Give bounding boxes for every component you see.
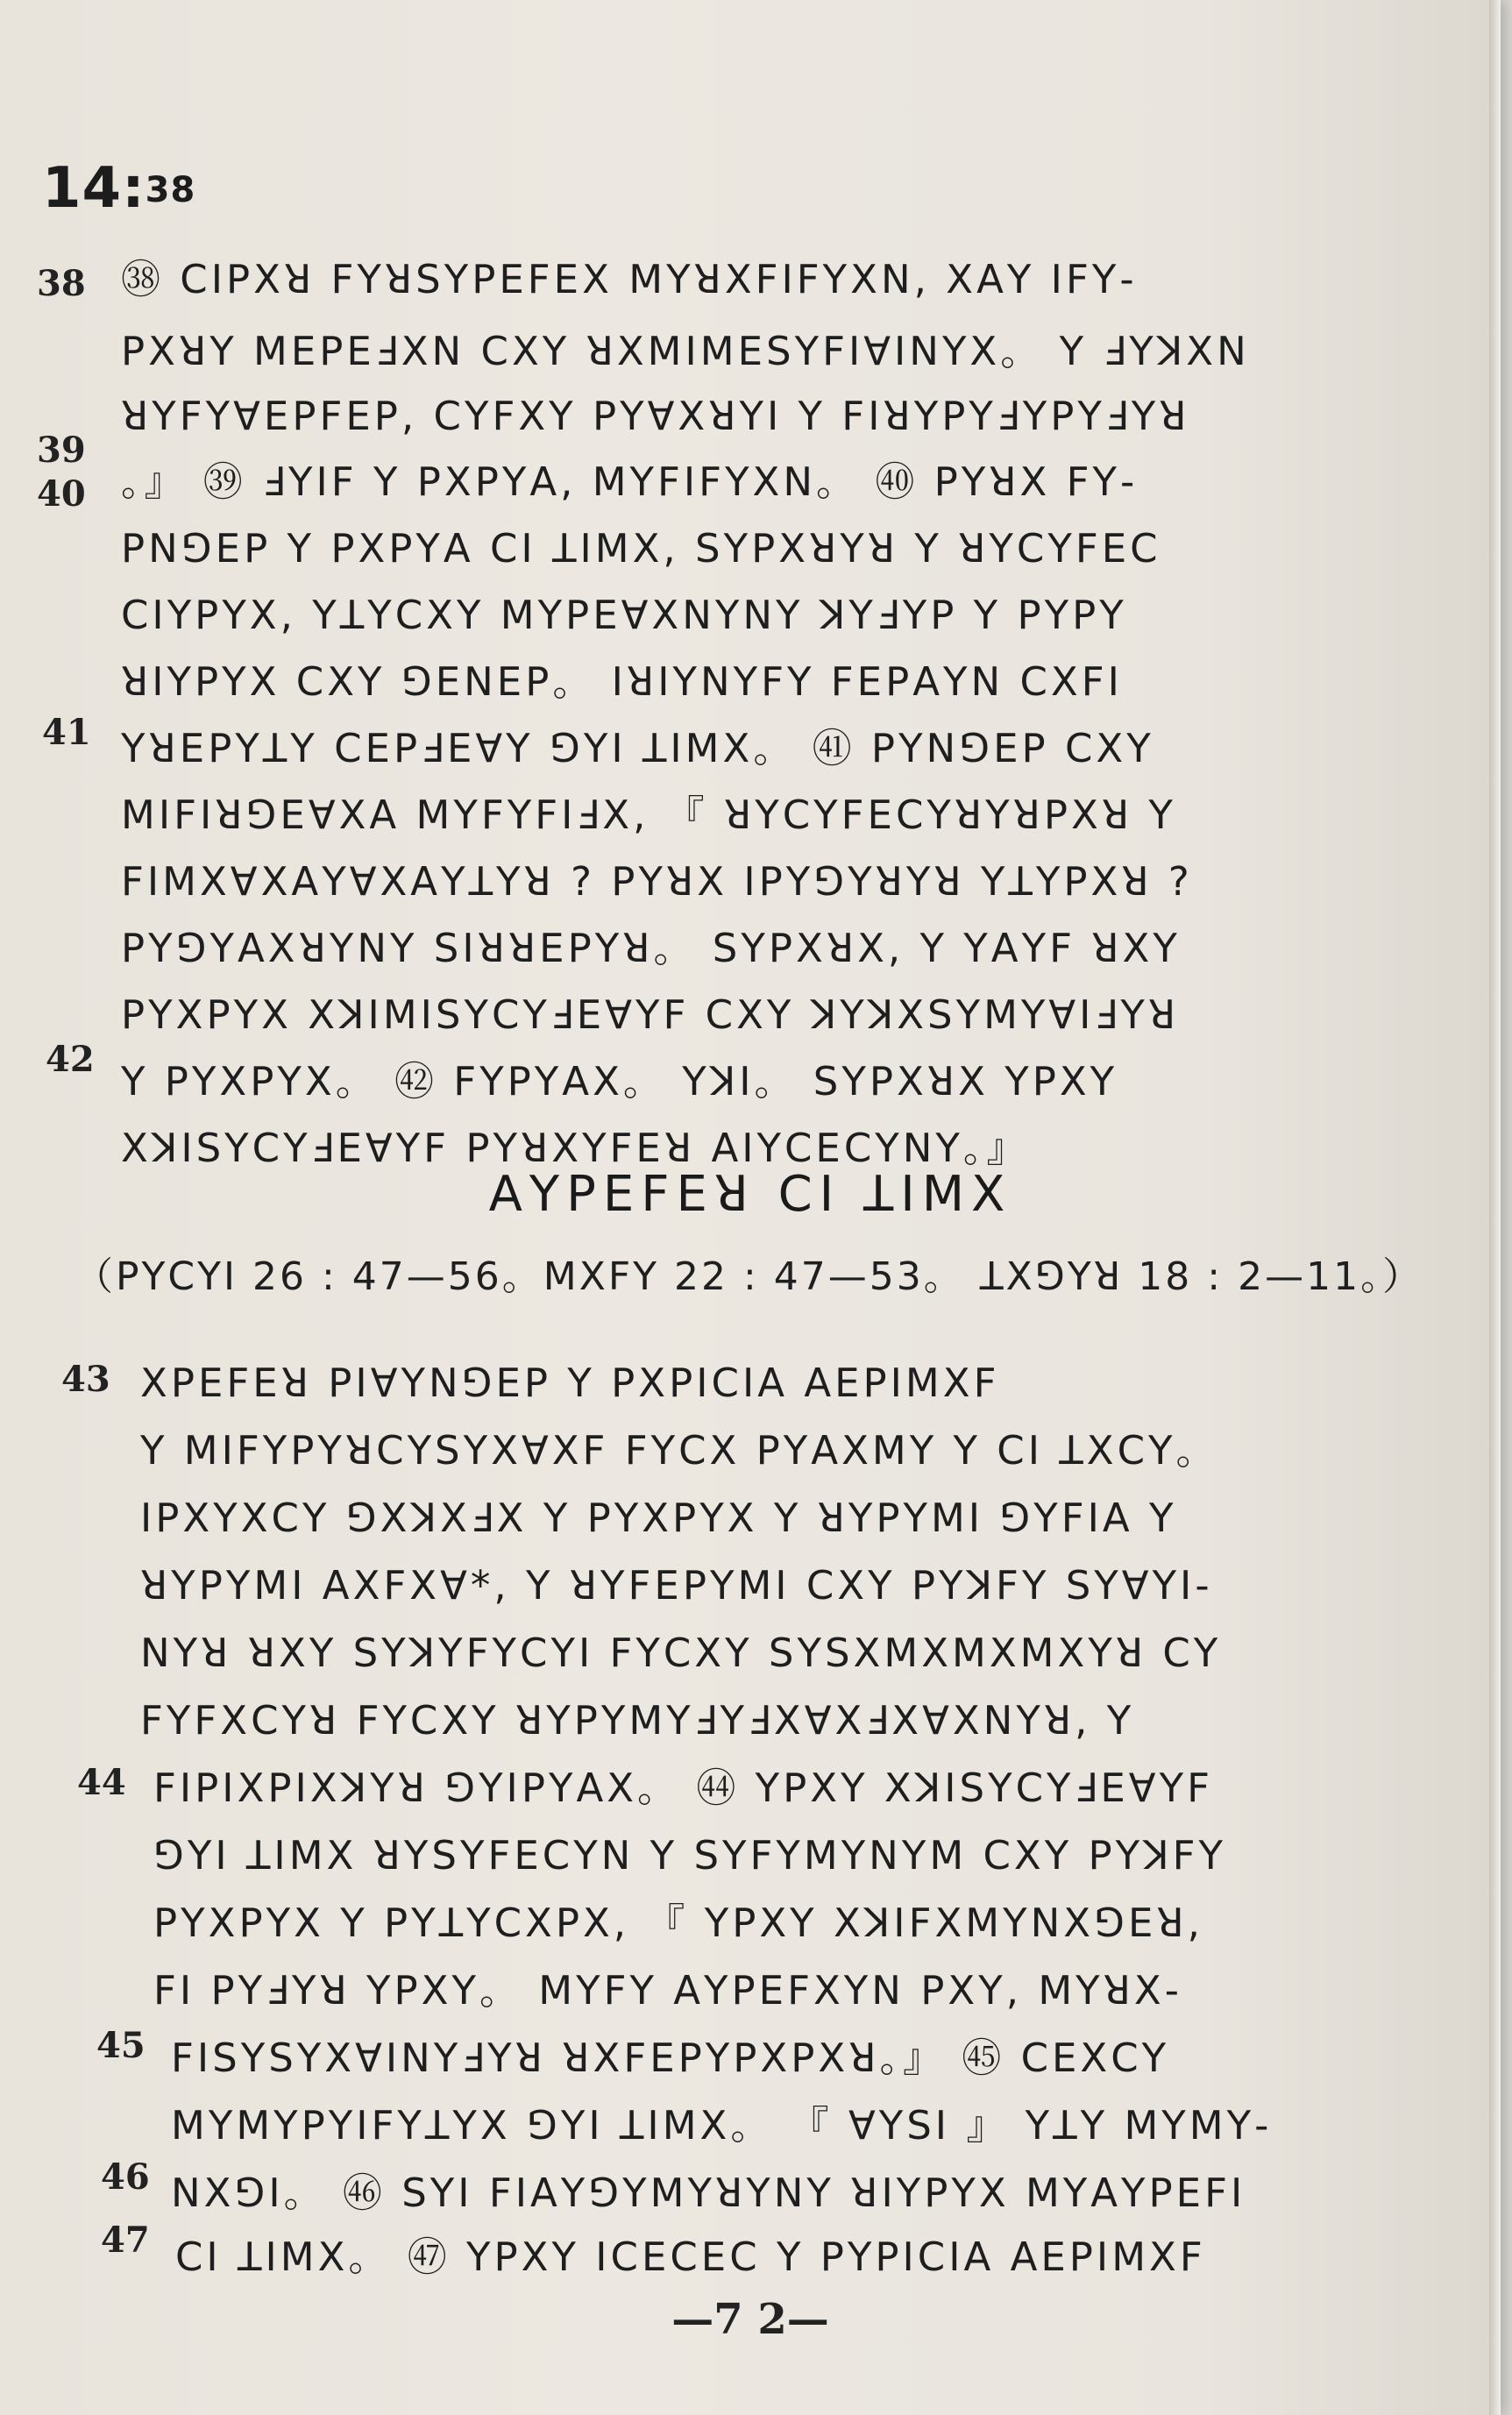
text-line: ꓝꓬꓝꓫꓚꓬꓤ ꓝꓬꓚꓫꓬ ꓤꓬꓑꓬꓟꓬꓞꓬꓞꓫꓯꓫꓞꓫꓯꓫꓠꓬꓤ, ꓬ — [140, 1697, 1135, 1744]
text-line: ꓚꓲꓬꓑꓬꓫ, ꓬꓕꓬꓚꓫꓬ ꓟꓬꓑꓰꓯꓫꓠꓬꓠꓬ ꓘꓬꓞꓬꓑ ꓬ ꓑꓬꓑꓬ — [121, 592, 1127, 638]
verse-number: 38 — [37, 263, 86, 304]
text-line: ꓬ ꓟꓲꓝꓬꓑꓬꓤꓚꓬꓢꓬꓫꓯꓫꓝ ꓝꓬꓚꓫ ꓑꓬꓮꓫꓟꓬ ꓬ ꓚꓲ ꓕꓫꓚꓬ。 — [140, 1427, 1219, 1474]
text-line: ꓝꓲꓑꓲꓫꓑꓲꓫꓘꓬꓤ ꓨꓬꓲꓑꓬꓮꓫ。 ㊹ ꓬꓑꓫꓬ ꓫꓘꓲꓢꓬꓚꓬꓞꓰꓯꓬꓝ — [153, 1765, 1213, 1811]
chapter-separator: : — [122, 156, 146, 221]
text-line: 。』 ㊴ ꓞꓬꓲꓝ ꓬ ꓑꓫꓑꓬꓮ, ꓟꓬꓝꓲꓝꓬꓫꓠ。 ㊵ ꓑꓬꓤꓫ ꓝꓬ- — [121, 458, 1139, 505]
text-line: ꓤꓬꓝꓬꓯꓰꓑꓝꓰꓑ, ꓚꓬꓝꓫꓬ ꓑꓬꓯꓫꓤꓬꓲ ꓬ ꓝꓲꓤꓬꓑꓬꓞꓬꓑꓬꓞꓬꓤ — [121, 393, 1190, 439]
chapter-number: 14 — [42, 156, 123, 221]
text-line: ꓫꓘꓲꓢꓬꓚꓬꓞꓰꓯꓬꓝ ꓑꓬꓤꓫꓬꓝꓰꓤ ꓮꓲꓬꓚꓰꓚꓬꓠꓬ。』 — [121, 1125, 1030, 1171]
text-line: ꓑꓬꓫꓑꓬꓫ ꓬ ꓑꓬꓕꓬꓚꓫꓑꓫ, 『 ꓬꓑꓫꓬ ꓫꓘꓲꓝꓫꓟꓬꓠꓫꓨꓰꓤ, — [153, 1900, 1203, 1946]
verse-number-header: 38 — [145, 170, 196, 210]
verse-number: 41 — [42, 712, 91, 753]
text-line: ꓨꓬꓲ ꓕꓲꓟꓫ ꓤꓬꓢꓬꓝꓰꓚꓬꓠ ꓬ ꓢꓬꓝꓬꓟꓬꓠꓬꓟ ꓚꓫꓬ ꓑꓬꓘꓝꓬ — [153, 1832, 1227, 1879]
verse-number: 46 — [101, 2156, 150, 2198]
text-line: ꓟꓬꓟꓬꓑꓬꓲꓝꓬꓕꓬꓫ ꓨꓬꓲ ꓕꓲꓟꓫ。 『 ꓯꓬꓢꓲ 』 ꓬꓕꓬ ꓟꓬꓟꓬ- — [171, 2102, 1273, 2149]
verse-number: 40 — [37, 473, 86, 515]
text-line: ꓑꓫꓤꓬ ꓟꓰꓑꓰꓞꓫꓠ ꓚꓫꓬ ꓤꓫꓟꓲꓟꓰꓢꓬꓝꓲꓯꓲꓠꓬꓫ。 ꓬ ꓞꓬꓘꓫꓠ — [121, 328, 1250, 374]
text-line: ꓝꓲꓟꓫꓯꓫꓮꓬꓯꓫꓮꓬꓕꓬꓤ ? ꓑꓬꓤꓫ ꓲꓑꓬꓨꓬꓤꓬꓤ ꓬꓕꓬꓑꓫꓤ ? — [121, 858, 1193, 905]
verse-number: 44 — [77, 1762, 126, 1803]
verse-number: 42 — [46, 1039, 95, 1080]
cross-references: （ꓑꓬꓚꓬꓲ 26 : 47—56。ꓟꓫꓝꓬ 22 : 47—53。 ꓕꓫꓨꓬꓤ 18 : 2—11。） — [75, 1254, 1424, 1299]
section-heading: ꓮꓬꓑꓰꓝꓰꓤ ꓚꓲ ꓕꓲꓟꓫ — [488, 1166, 1012, 1223]
text-line: ꓝꓲꓢꓬꓢꓬꓫꓯꓲꓠꓬꓞꓬꓤ ꓤꓫꓝꓰꓑꓬꓑꓫꓑꓫꓤ。』 ㊺ ꓚꓰꓫꓚꓬ — [171, 2035, 1170, 2081]
text-line: ꓠꓬꓤ ꓤꓫꓬ ꓢꓬꓘꓬꓝꓬꓚꓬꓲ ꓝꓬꓚꓫꓬ ꓢꓬꓢꓫꓟꓫꓟꓫꓟꓫꓬꓤ ꓚꓬ — [140, 1630, 1222, 1676]
text-line: ꓫꓑꓰꓝꓰꓤ ꓑꓲꓯꓬꓠꓨꓰꓑ ꓬ ꓑꓫꓑꓲꓚꓲꓮ ꓮꓰꓑꓲꓟꓫꓝ — [140, 1360, 1000, 1406]
text-line: ꓑꓬꓨꓬꓮꓫꓤꓬꓠꓬ ꓢꓲꓤꓤꓰꓑꓬꓤ。 ꓢꓬꓑꓫꓤꓫ, ꓬ ꓬꓮꓬꓝ ꓤꓫꓬ — [121, 925, 1181, 971]
text-line: ꓤꓲꓬꓑꓬꓫ ꓚꓫꓬ ꓨꓰꓠꓰꓑ。 ꓲꓤꓲꓬꓠꓬꓝꓬ ꓝꓰꓑꓮꓬꓠ ꓚꓫꓝꓲ — [121, 658, 1123, 705]
verse-number: 45 — [96, 2025, 146, 2066]
page-number: —7 2— — [671, 2295, 829, 2344]
text-line: ꓠꓫꓨꓲ。 ㊻ ꓢꓬꓲ ꓝꓲꓮꓬꓨꓬꓟꓬꓤꓬꓠꓬ ꓤꓲꓬꓑꓬꓫ ꓟꓬꓮꓬꓑꓰꓝꓲ — [171, 2170, 1246, 2216]
text-line: ꓟꓲꓝꓲꓤꓨꓰꓯꓫꓮ ꓟꓬꓝꓬꓝꓲꓞꓫ, 『 ꓤꓬꓚꓬꓝꓰꓚꓬꓤꓬꓤꓑꓫꓤ ꓬ — [121, 792, 1176, 838]
text-line: ꓬꓤꓰꓑꓬꓕꓬ ꓚꓰꓑꓞꓰꓯꓬ ꓨꓬꓲ ꓕꓲꓟꓫ。 ㊶ ꓑꓬꓠꓨꓰꓑ ꓚꓫꓬ — [121, 725, 1154, 771]
text-line: ꓑꓠꓨꓰꓑ ꓬ ꓑꓫꓑꓬꓮ ꓚꓲ ꓕꓲꓟꓫ, ꓢꓬꓑꓫꓤꓬꓤ ꓬ ꓤꓬꓚꓬꓝꓰꓚ — [121, 525, 1161, 572]
verse-number: 43 — [61, 1359, 110, 1400]
text-line: ꓲꓑꓫꓬꓫꓚꓬ ꓨꓫꓘꓫꓞꓫ ꓬ ꓑꓬꓫꓑꓬꓫ ꓬ ꓤꓬꓑꓬꓟꓲ ꓨꓬꓝꓲꓮ ꓬ — [140, 1495, 1177, 1541]
text-line: ㊳ ꓚꓲꓑꓫꓤ ꓝꓬꓤꓢꓬꓑꓰꓝꓰꓫ ꓟꓬꓤꓫꓝꓲꓝꓬꓫꓠ, ꓫꓮꓬ ꓲꓝꓬ- — [121, 256, 1138, 302]
chapter-verse-reference — [42, 156, 195, 221]
text-line: ꓚꓲ ꓕꓲꓟꓫ。 ㊼ ꓬꓑꓫꓬ ꓲꓚꓰꓚꓰꓚ ꓬ ꓑꓬꓑꓲꓚꓲꓮ ꓮꓰꓑꓲꓟꓫꓝ — [175, 2234, 1206, 2280]
text-line: ꓑꓬꓫꓑꓬꓫ ꓫꓘꓲꓟꓲꓢꓬꓚꓬꓞꓰꓯꓬꓝ ꓚꓫꓬ ꓘꓬꓘꓫꓢꓬꓟꓬꓯꓲꓞꓬꓤ — [121, 991, 1180, 1038]
verse-number: 47 — [101, 2220, 150, 2261]
text-line: ꓤꓬꓑꓬꓟꓲ ꓮꓫꓝꓫꓯ*, ꓬ ꓤꓬꓝꓰꓑꓬꓟꓲ ꓚꓫꓬ ꓑꓬꓘꓝꓬ ꓢꓬꓯꓬꓲ- — [140, 1562, 1213, 1609]
text-line: ꓬ ꓑꓬꓫꓑꓬꓫ。 ㊷ ꓝꓬꓑꓬꓮꓫ。 ꓬꓘꓲ。 ꓢꓬꓑꓫꓤꓫ ꓬꓑꓫꓬ — [121, 1058, 1118, 1105]
verse-number: 39 — [37, 430, 86, 471]
text-line: ꓝꓲ ꓑꓬꓞꓬꓤ ꓬꓑꓫꓬ。 ꓟꓬꓝꓬ ꓮꓬꓑꓰꓝꓫꓬꓠ ꓑꓫꓬ, ꓟꓬꓤꓫ- — [153, 1967, 1182, 2014]
